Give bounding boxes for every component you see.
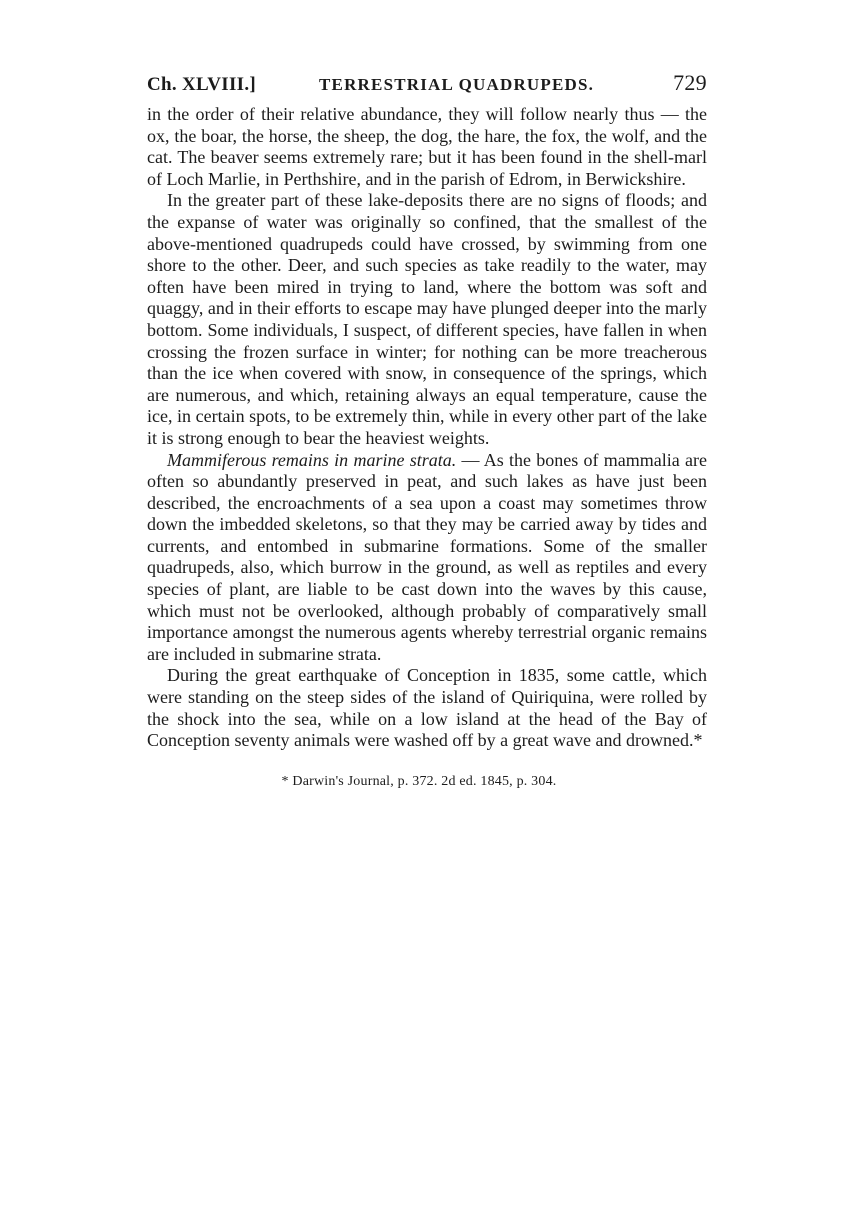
paragraph-1: in the order of their relative abundance, they will follow nearly thus — the ox, the boar, the horse, the sheep, the dog, the hare, the fox, the wolf, and the cat. The beaver seems extremely rare; but it has been found in the shell-marl of Loch Marlie, in Perthshire, and in the parish of Edrom, in Berwickshire. [147,104,707,189]
paragraph-4: During the great earthquake of Conception in 1835, some cattle, which were standing on the steep sides of the island of Quiriquina, were rolled by the shock into the sea, while on a low island at the head of the Bay of Conception seventy animals were washed off by a great wave and drowned.* [147,665,707,751]
body-text [147,104,707,752]
running-header [147,70,707,104]
page-number: 729 [673,70,707,95]
paragraph-2: In the greater part of these lake-deposits there are no signs of floods; and the expanse of water was originally so confined, that the smallest of the above-mentioned quadrupeds could have crossed, by swimming from one shore to the other. Deer, and such species as take readily to the water, may often have been mired in trying to land, where the bottom was soft and quaggy, and in their efforts to escape may have plunged deeper into the marly bottom. Some individuals, I suspect, of different species, have fallen in when crossing the frozen surface in winter; for nothing can be more treacherous than the ice when covered with snow, in consequence of the springs, which are numerous, and which, retaining always an equal temperature, cause the ice, in certain spots, to be extremely thin, while in every other part of the lake it is strong enough to bear the heaviest weights. [147,190,707,448]
paragraph-3 [147,450,707,666]
running-title: TERRESTRIAL QUADRUPEDS. [319,75,595,94]
paragraph-3-text: — As the bones of mammalia are often so abundantly preserved in peat, and such lakes as have just been described, the encroachments of a sea upon a coast may sometimes throw down the imbedded skeletons, so that they may be carried away by tides and currents, and entombed in submarine formations. Some of the smaller quadrupeds, also, which burrow in the ground, as well as reptiles and every species of plant, are liable to be cast down into the waves by this cause, which must not be overlooked, although probably of comparatively small importance amongst the numerous agents whereby terrestrial organic remains are included in submarine strata. [147,449,707,664]
footnote: * Darwin's Journal, p. 372. 2d ed. 1845, p. 304. [281,773,557,789]
chapter-label: Ch. XLVIII.] [147,74,257,95]
section-heading: Mammiferous remains in marine strata. [167,449,457,470]
book-page [147,70,707,790]
